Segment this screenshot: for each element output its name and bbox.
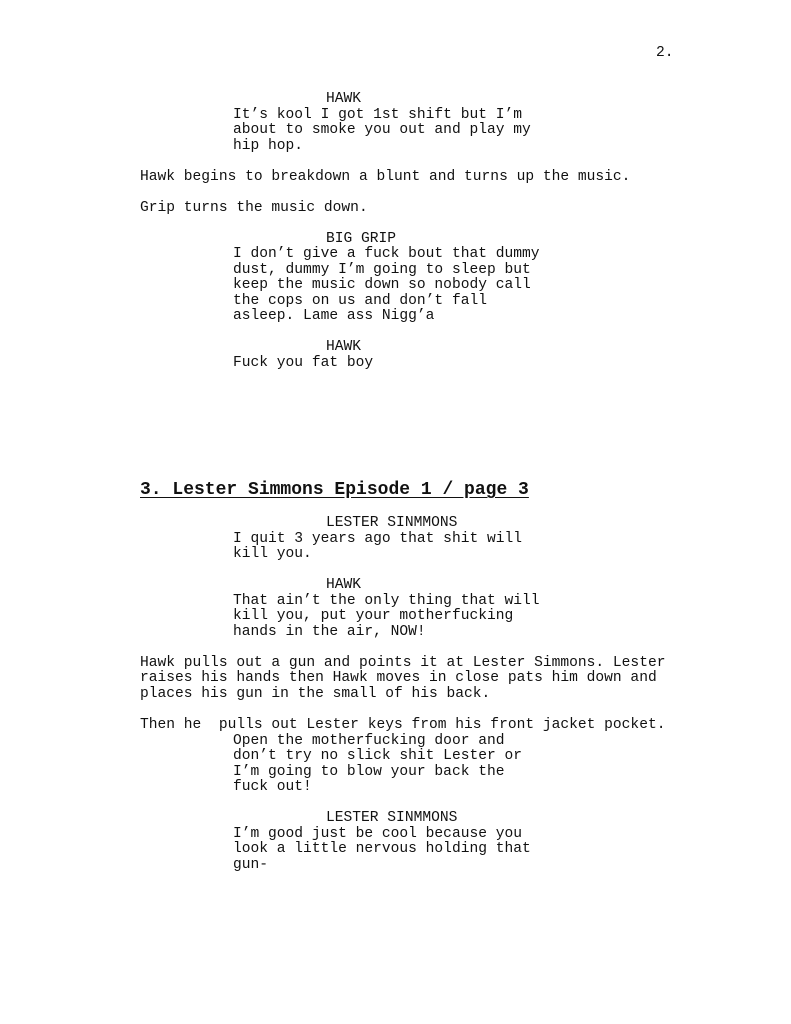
action-line: Grip turns the music down. xyxy=(140,200,368,216)
dialogue-line: fuck out! xyxy=(233,779,312,795)
dialogue-line: kill you, put your motherfucking xyxy=(233,608,514,624)
action-line: raises his hands then Hawk moves in close pats him down and xyxy=(140,670,657,686)
dialogue-line: dust, dummy I’m going to sleep but xyxy=(233,262,531,278)
dialogue-line: Fuck you fat boy xyxy=(233,355,374,371)
dialogue-line: I quit 3 years ago that shit will xyxy=(233,531,523,547)
dialogue-line: It’s kool I got 1st shift but I’m xyxy=(233,107,523,123)
dialogue-line: asleep. Lame ass Nigg’a xyxy=(233,308,435,324)
dialogue-line: kill you. xyxy=(233,546,312,562)
dialogue-line: hands in the air, NOW! xyxy=(233,624,426,640)
dialogue-line: the cops on us and don’t fall xyxy=(233,293,487,309)
character-name: LESTER SINMMONS xyxy=(326,810,458,826)
dialogue-line: keep the music down so nobody call xyxy=(233,277,531,293)
character-name: HAWK xyxy=(326,339,362,355)
dialogue-line: I don’t give a fuck bout that dummy xyxy=(233,246,540,262)
dialogue-line: look a little nervous holding that xyxy=(233,841,531,857)
dialogue-line: gun- xyxy=(233,857,269,873)
character-name: LESTER SINMMONS xyxy=(326,515,458,531)
dialogue-line: I’m good just be cool because you xyxy=(233,826,523,842)
dialogue-line: That ain’t the only thing that will xyxy=(233,593,540,609)
character-name: HAWK xyxy=(326,91,362,107)
character-name: BIG GRIP xyxy=(326,231,397,247)
character-name: HAWK xyxy=(326,577,362,593)
action-line: Hawk pulls out a gun and points it at Lester Simmons. Lester xyxy=(140,655,666,671)
dialogue-line: Open the motherfucking door and xyxy=(233,733,505,749)
page-number: 2. xyxy=(656,45,674,61)
action-line: places his gun in the small of his back. xyxy=(140,686,491,702)
dialogue-line: about to smoke you out and play my xyxy=(233,122,531,138)
dialogue-line: hip hop. xyxy=(233,138,304,154)
scene-heading: 3. Lester Simmons Episode 1 / page 3 xyxy=(140,480,529,500)
dialogue-line: don’t try no slick shit Lester or xyxy=(233,748,523,764)
action-line: Then he pulls out Lester keys from his front jacket pocket. xyxy=(140,717,666,733)
action-line: Hawk begins to breakdown a blunt and turns up the music. xyxy=(140,169,631,185)
dialogue-line: I’m going to blow your back the xyxy=(233,764,505,780)
